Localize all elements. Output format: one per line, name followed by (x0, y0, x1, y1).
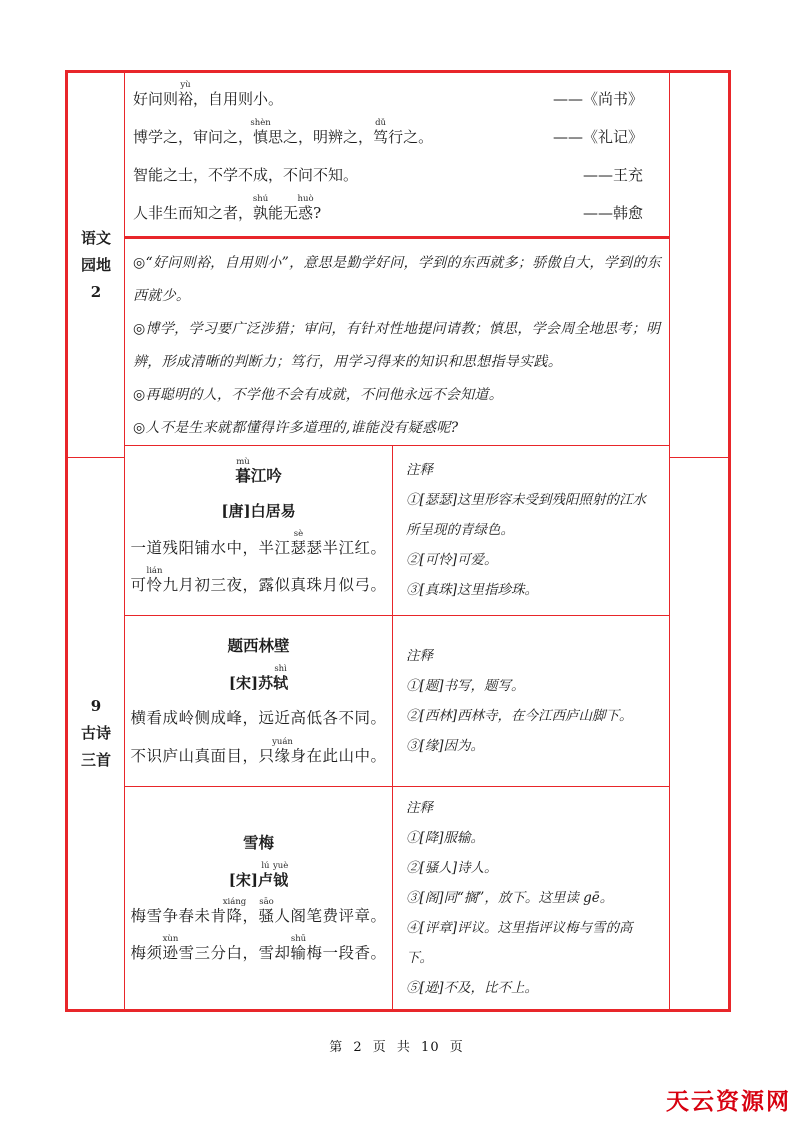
explanation-item: ◎再聪明的人，不学他不会有成就，不问他永远不会知道。 (133, 386, 504, 403)
note-item: ②[西林]西林寺，在今江西庐山脚下。 (406, 707, 633, 724)
poem-verse: 梅雪争春未肯降xiáng，骚sāo人阁笔费评章。 (130, 897, 387, 925)
poem-text-cell (125, 616, 393, 786)
page-number-footer: 第 2 页 共 10 页 (329, 1040, 464, 1055)
worksheet-table (65, 70, 731, 1012)
poem-title: 题西林壁 (227, 635, 290, 655)
label-column (68, 73, 125, 1009)
poem-author: [宋]苏轼shì (228, 663, 289, 692)
note-item: ③[真珠]这里指珍珠。 (406, 582, 539, 599)
note-item: ③[阁]同“搁”，放下。这里读 gē。 (406, 890, 614, 906)
watermark-tianyun: 天云资源网 (666, 1089, 791, 1115)
explanation-item: ◎博学，学习要广泛涉猎；审问，有针对性地提问请教；慎思，学会周全地思考；明辨，形成清晰的判断力；笃行，用学习得来的知识和思想指导实践。 (133, 320, 661, 370)
unit-label-gushi-sanshou (68, 458, 124, 1009)
unit-label-line: 2 (90, 282, 102, 301)
explanation-item: ◎“好问则裕，自用则小”，意思是勤学好问，学到的东西就多；骄傲自大，学到的东西就少。 (133, 254, 661, 304)
quote-text: 博学之，审问之，慎shèn思之，明辨之，笃dǔ行之。 (133, 118, 434, 146)
poem-verse: 一道残阳铺水中，半江瑟sè瑟半江红。 (130, 529, 387, 558)
notes-title: 注释 (406, 800, 433, 816)
quote-text: 好问则裕yù，自用则小。 (133, 80, 284, 108)
poem-verse: 梅须逊xùn雪三分白，雪却输shū梅一段香。 (130, 934, 387, 962)
poem-text-cell (125, 787, 393, 1009)
poem-author: [唐]白居易 (221, 502, 296, 521)
note-item: ④[评章]评议。这里指评议梅与雪的高下。 (406, 920, 633, 966)
poem-verse: 不识庐山真面目，只缘yuán身在此山中。 (130, 736, 387, 765)
note-item: ⑤[逊]不及，比不上。 (406, 980, 539, 996)
poem-notes-cell (393, 787, 669, 1009)
notes-title: 注释 (406, 462, 433, 479)
explanations-cell (125, 239, 669, 446)
poem-text-cell (125, 446, 393, 615)
unit-label-line: 语文 (80, 228, 111, 247)
poem-row-mujiangyin (125, 446, 669, 616)
poem-notes-cell (393, 446, 669, 615)
quote-text: 智能之士，不学不成，不问不知。 (133, 166, 359, 184)
empty-cell (670, 73, 728, 458)
poem-verse: 横看成岭侧成峰，远近高低各不同。 (130, 708, 387, 727)
note-item: ②[骚人]诗人。 (406, 860, 498, 876)
note-item: ①[降]服输。 (406, 830, 485, 846)
quote-source: ——《礼记》 (552, 128, 643, 146)
quote-row (133, 118, 643, 156)
unit-label-line: 9 (90, 697, 102, 715)
note-item: ①[瑟瑟]这里形容未受到残阳照射的江水所呈现的青绿色。 (406, 492, 647, 539)
note-item: ③[缘]因为。 (406, 737, 485, 754)
quote-row (133, 156, 643, 194)
quote-row (133, 194, 643, 232)
quotes-cell (125, 73, 669, 239)
empty-cell (670, 458, 728, 1009)
poem-title: 雪梅 (242, 833, 274, 852)
poem-row-tixilinbi (125, 616, 669, 787)
note-item: ①[题]书写，题写。 (406, 677, 525, 694)
unit-label-line: 园地 (80, 255, 111, 274)
empty-margin-column (670, 73, 728, 1009)
unit-label-yuwen-yuandi-2 (68, 73, 124, 458)
poem-author: [宋]卢lú钺yuè (228, 861, 289, 889)
quote-source: ——《尚书》 (552, 90, 643, 108)
poem-verse: 可怜lián九月初三夜，露似真珠月似弓。 (130, 566, 387, 595)
poem-title: 暮mù江吟 (235, 457, 282, 486)
quote-source: ——王充 (582, 166, 643, 184)
poem-row-xuemei (125, 787, 669, 1009)
quote-source: ——韩愈 (582, 204, 643, 222)
unit-label-line: 三首 (80, 751, 111, 769)
unit-label-line: 古诗 (80, 724, 111, 742)
poem-notes-cell (393, 616, 669, 786)
quote-text: 人非生而知之者，孰shú能无惑huò? (133, 194, 322, 222)
explanation-item: ◎人不是生来就都懂得许多道理的,谁能没有疑惑呢? (133, 419, 459, 436)
content-column (125, 73, 670, 1009)
quote-row (133, 80, 643, 118)
notes-title: 注释 (406, 647, 433, 664)
note-item: ②[可怜]可爱。 (406, 552, 498, 569)
